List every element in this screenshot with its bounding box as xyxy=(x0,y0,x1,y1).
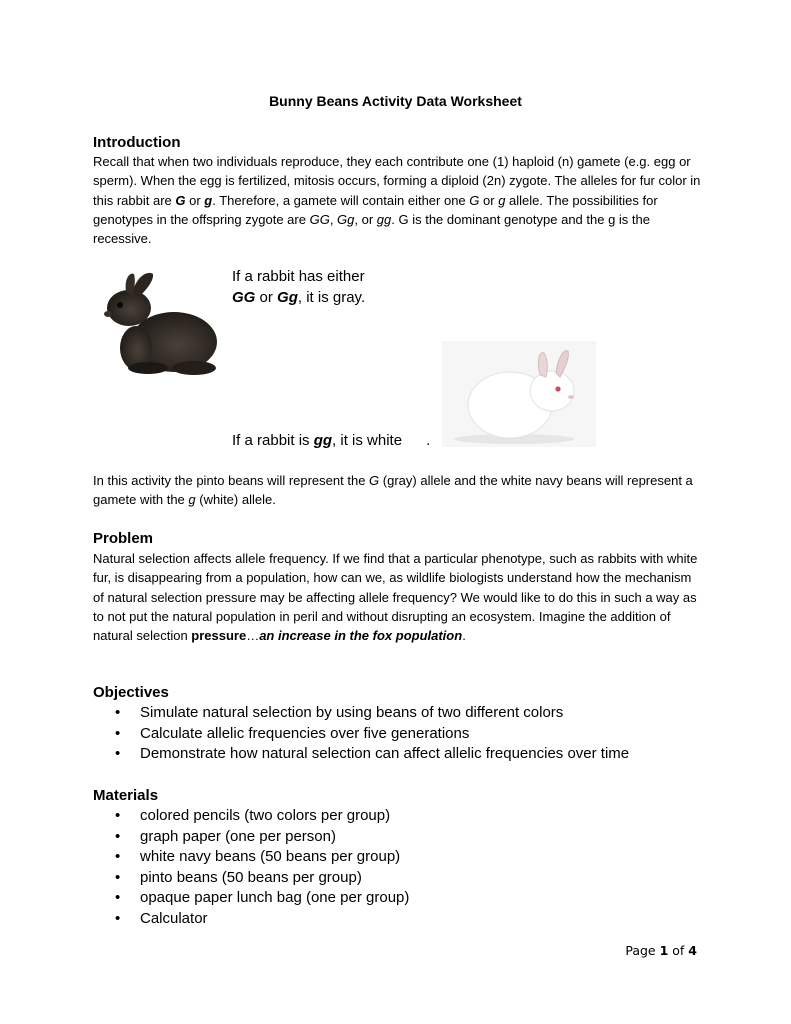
introduction-heading: Introduction xyxy=(93,134,181,151)
gray-rabbit-image xyxy=(96,268,222,378)
list-item: • opaque paper lunch bag (one per group) xyxy=(115,889,410,906)
list-item: • Simulate natural selection by using beans of two different colors xyxy=(115,704,564,721)
white-rabbit-image xyxy=(442,341,596,447)
objectives-list xyxy=(93,703,713,765)
problem-heading: Problem xyxy=(93,530,154,547)
list-item: • graph paper (one per person) xyxy=(115,827,336,845)
beans-paragraph: In this activity the pinto beans will represent the G (gray) allele and the white navy beans will represent a gamete with the g (white) allele. xyxy=(93,473,693,508)
page-title: Bunny Beans Activity Data Worksheet xyxy=(269,93,522,109)
materials-list xyxy=(93,806,713,929)
problem-paragraph: Natural selection affects allele frequency. If we find that a particular phenotype, such as rabbits with white fur, is disappearing from a population, how can we, as wildlife biologists understand how the mechanism of natural selection pressure may be affecting allele frequency? We would like to do this in such a way as to not put the natural population in peril and without disrupting an ecosystem. Imagine the addition of natural selection pressure…an increase in the fox population. xyxy=(93,551,698,644)
gray-rabbit-caption: If a rabbit has either GG or Gg, it is gray. xyxy=(232,268,366,306)
list-item: • Demonstrate how natural selection can affect allelic frequencies over time xyxy=(115,745,630,762)
list-item: • white navy beans (50 beans per group) xyxy=(115,848,401,865)
introduction-paragraph: Recall that when two individuals reproduce, they each contribute one (1) haploid (n) gamete (e.g. egg or sperm). When the egg is fertilized, mitosis occurs, forming a diploid (2n) zygote. The alleles for fur color in this rabbit are G or g. Therefore, a gamete will contain either one G or g allele. The possibilities for genotypes in the offspring zygote are GG, Gg, or gg. G is the dominant genotype and the g is the recessive. xyxy=(93,154,701,247)
materials-heading: Materials xyxy=(93,787,159,804)
list-item: • pinto beans (50 beans per group) xyxy=(115,868,362,886)
objectives-heading: Objectives xyxy=(93,684,169,701)
list-item: • Calculate allelic frequencies over five generations xyxy=(115,724,470,742)
white-rabbit-caption: If a rabbit is gg, it is white . xyxy=(232,432,431,449)
list-item: • colored pencils (two colors per group) xyxy=(115,807,391,824)
page-number: Page 1 of 4 xyxy=(625,943,697,958)
list-item: • Calculator xyxy=(115,909,208,927)
